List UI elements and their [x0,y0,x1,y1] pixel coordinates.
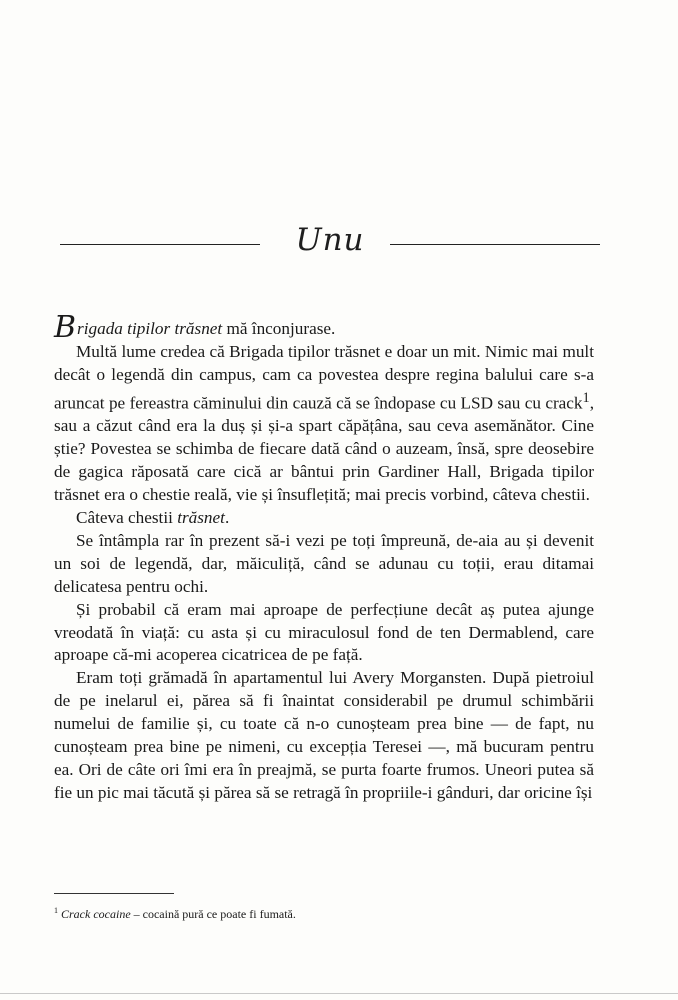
chapter-body [54,310,594,805]
paragraph-1 [54,310,594,345]
paragraph-3-italic: trăsnet [177,507,225,527]
paragraph-2 [54,341,594,507]
footnote [54,904,594,921]
paragraph-2-text: Multă lume credea că Brigada tipilor trăsnet e doar un mit. Nimic mai mult decât o legendă din campus, cam ca povestea despre regina balului care s-a aruncat pe fereastra căminului din cauză că se îndopase cu LSD sau cu crack [54,341,594,413]
footnote-marker: 1 [54,906,58,915]
paragraph-3-text: Câteva chestii [76,507,178,527]
paragraph-2-text-rest: , sau a căzut când era la duș și și-a spart căpățâna, sau ceva asemănător. Cine știe? Povestea se schimba de fiecare dată când o auzeam, însă, spre deosebire de gagica răposată care cică ar bântui prin Gardiner Hall, Brigada tipilor trăsnet era o chestie reală, vie și însuflețită; mai precis vorbind, câteva chestii. [54,393,594,505]
drop-cap: B [54,310,77,345]
paragraph-3 [54,507,594,530]
paragraph-6: Eram toți grămadă în apartamentul lui Avery Morgansten. După pietroiul de pe inelarul ei, părea să fi înaintat considerabil pe drumul schimbării numelui de familie și, cu toate că n-o cunoșteam prea bine — de fapt, nu cunoșteam prea bine pe nimeni, cu excepția Teresei —, mă bucuram pentru ea. Ori de câte ori îmi era în preajmă, se purta foarte frumos. Uneori putea să fie un pic mai tăcută și părea să se retragă în propriile-i gânduri, dar oricine își [54,668,594,802]
heading-rule-right [390,244,600,245]
footnote-text: – cocaină pură ce poate fi fumată. [130,907,296,921]
heading-rule-left [60,244,260,245]
paragraph-3-end: . [224,507,230,527]
page-bottom-edge [0,993,678,994]
paragraph-4: Se întâmpla rar în prezent să-i vezi pe toți împreună, de-aia au și devenit un soi de legendă, dar, măiculiță, când se adunau cu toții, erau ditamai delicatesa pentru ochi. [54,530,594,596]
footnote-reference[interactable]: 1 [582,389,590,406]
paragraph-5: Și probabil că eram mai aproape de perfecțiune decât aș putea ajunge vreodată în viață: cu asta și cu miraculosul fond de ten Dermablend, care aproape că-mi acoperea cicatricea de pe față. [54,599,594,665]
chapter-title: Unu [295,222,365,258]
footnote-term: Crack cocaine [61,907,131,921]
paragraph-1-italic: rigada tipilor trăsnet [77,319,223,338]
footnote-divider [54,893,174,894]
paragraph-1-text: mă înconjurase. [222,319,336,338]
chapter-heading [60,222,600,262]
